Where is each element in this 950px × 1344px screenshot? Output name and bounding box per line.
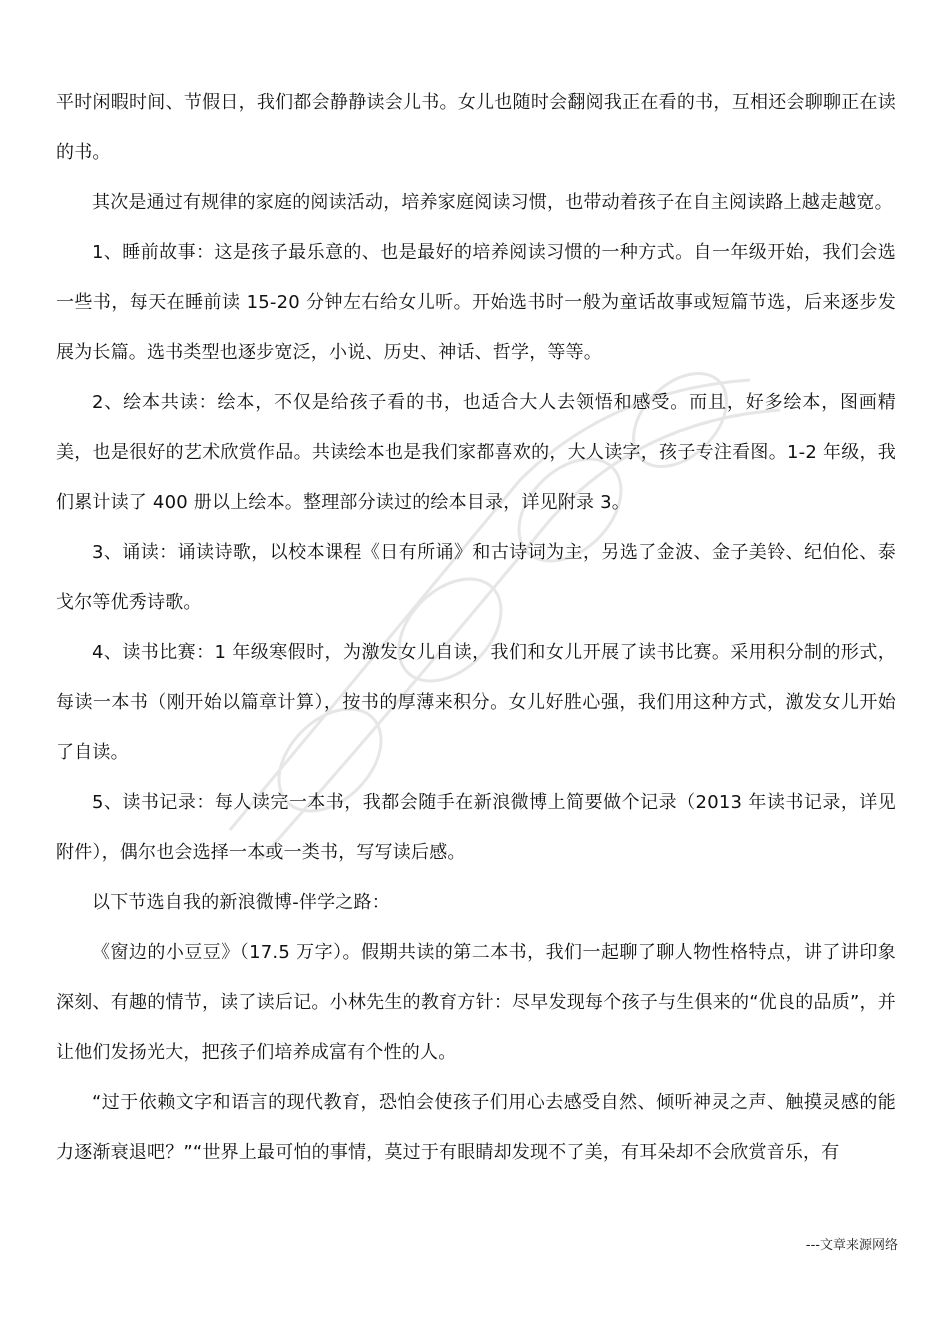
paragraph-9: “过于依赖文字和语言的现代教育，恐怕会使孩子们用心去感受自然、倾听神灵之声、触摸灵感的能力逐渐衰退吧？”“世界上最可怕的事情，莫过于有眼睛却发现不了美，有耳朵却不会欣赏音乐，有 bbox=[56, 1092, 896, 1163]
paragraph-3: 2、绘本共读：绘本，不仅是给孩子看的书，也适合大人去领悟和感受。而且，好多绘本，图画精美，也是很好的艺术欣赏作品。共读绘本也是我们家都喜欢的，大人读字，孩子专注看图。1-2 年级，我们累计读了 400 册以上绘本。整理部分读过的绘本目录，详见附录 3。 bbox=[56, 392, 896, 513]
paragraph-5: 4、读书比赛：1 年级寒假时，为激发女儿自读，我们和女儿开展了读书比赛。采用积分制的形式，每读一本书（刚开始以篇章计算），按书的厚薄来积分。女儿好胜心强，我们用这种方式，激发女儿开始了自读。 bbox=[56, 642, 896, 763]
paragraph-8: 《窗边的小豆豆》（17.5 万字）。假期共读的第二本书，我们一起聊了聊人物性格特点，讲了讲印象深刻、有趣的情节，读了读后记。小林先生的教育方针：尽早发现每个孩子与生俱来的“优良的品质”，并让他们发扬光大，把孩子们培养成富有个性的人。 bbox=[56, 942, 896, 1063]
paragraph-1: 其次是通过有规律的家庭的阅读活动，培养家庭阅读习惯，也带动着孩子在自主阅读路上越走越宽。 bbox=[92, 192, 893, 213]
paragraph-0: 平时闲暇时间、节假日，我们都会静静读会儿书。女儿也随时会翻阅我正在看的书，互相还会聊聊正在读的书。 bbox=[56, 92, 896, 163]
source-footer: ---文章来源网络 bbox=[805, 1238, 898, 1253]
paragraph-2: 1、睡前故事：这是孩子最乐意的、也是最好的培养阅读习惯的一种方式。自一年级开始，我们会选一些书，每天在睡前读 15-20 分钟左右给女儿听。开始选书时一般为童话故事或短篇节选，后来逐步发展为长篇。选书类型也逐步宽泛，小说、历史、神话、哲学，等等。 bbox=[56, 242, 896, 363]
paragraph-4: 3、诵读：诵读诗歌，以校本课程《日有所诵》和古诗词为主，另选了金波、金子美铃、纪伯伦、泰戈尔等优秀诗歌。 bbox=[56, 542, 896, 613]
paragraph-6: 5、读书记录：每人读完一本书，我都会随手在新浪微博上简要做个记录（2013 年读书记录，详见附件），偶尔也会选择一本或一类书，写写读后感。 bbox=[56, 792, 896, 863]
paragraph-7: 以下节选自我的新浪微博-伴学之路： bbox=[92, 892, 390, 913]
document-body bbox=[56, 78, 896, 1178]
